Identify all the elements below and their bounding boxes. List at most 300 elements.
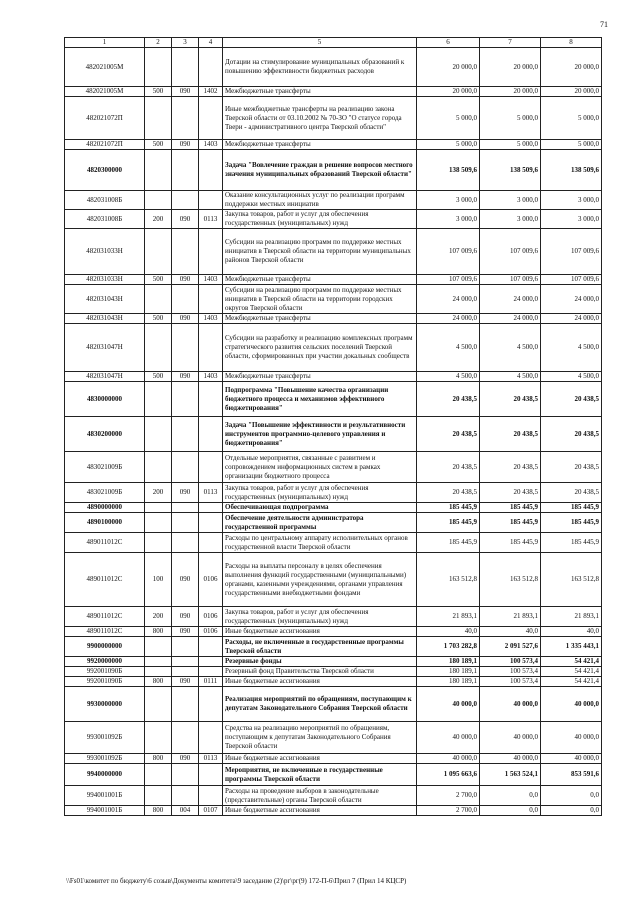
cell-amount-year3: 21 893,1 xyxy=(541,607,602,627)
cell-section: 0106 xyxy=(199,627,223,637)
table-row xyxy=(65,722,602,754)
cell-code: 483021009Б xyxy=(65,483,145,503)
cell-code: 482021005М xyxy=(65,48,145,87)
cell-admin xyxy=(172,764,199,786)
cell-description: Межбюджетные трансферты xyxy=(223,140,417,150)
cell-amount-year1: 180 189,1 xyxy=(417,657,480,667)
cell-amount-year1: 20 438,5 xyxy=(417,483,480,503)
cell-amount-year2: 21 893,1 xyxy=(480,607,541,627)
cell-amount-year2: 4 500,0 xyxy=(480,324,541,372)
table-row xyxy=(65,97,602,140)
cell-amount-year3: 4 500,0 xyxy=(541,324,602,372)
cell-kvr: 500 xyxy=(145,87,172,97)
cell-section xyxy=(199,150,223,191)
cell-code: 993001092Б xyxy=(65,722,145,754)
cell-admin xyxy=(172,48,199,87)
cell-amount-year3: 20 438,5 xyxy=(541,452,602,483)
cell-kvr: 100 xyxy=(145,553,172,607)
cell-description: Оказание консультационных услуг по реализации программ поддержки местных инициатив xyxy=(223,191,417,210)
cell-kvr xyxy=(145,324,172,372)
cell-amount-year1: 185 445,9 xyxy=(417,513,480,533)
cell-amount-year2: 40,0 xyxy=(480,627,541,637)
cell-admin xyxy=(172,285,199,314)
cell-admin: 090 xyxy=(172,314,199,324)
column-header: 6 xyxy=(417,38,480,48)
cell-amount-year2: 185 445,9 xyxy=(480,503,541,513)
cell-amount-year3: 4 500,0 xyxy=(541,372,602,382)
cell-amount-year2: 20 438,5 xyxy=(480,417,541,452)
cell-amount-year2: 107 009,6 xyxy=(480,275,541,285)
cell-amount-year3: 5 000,0 xyxy=(541,140,602,150)
cell-section xyxy=(199,657,223,667)
cell-description: Расходы на выплаты персоналу в целях обеспечения выполнения функций государственными (муниципальными) органами, казенными учреждениями, органами управления государственными внебюджетными фондами xyxy=(223,553,417,607)
cell-code: 9920000000 xyxy=(65,657,145,667)
cell-code: 489011012С xyxy=(65,607,145,627)
table-row xyxy=(65,667,602,677)
table-header-row xyxy=(65,38,602,48)
cell-amount-year2: 0,0 xyxy=(480,806,541,816)
cell-code: 992001090Б xyxy=(65,677,145,687)
cell-description: Средства на реализацию мероприятий по обращениям, поступающим к депутатам Законодательного Собрания Тверской области xyxy=(223,722,417,754)
cell-admin: 090 xyxy=(172,627,199,637)
cell-description: Обеспечивающая подпрограмма xyxy=(223,503,417,513)
table-row xyxy=(65,417,602,452)
cell-description: Иные бюджетные ассигнования xyxy=(223,754,417,764)
cell-amount-year3: 54 421,4 xyxy=(541,667,602,677)
cell-kvr xyxy=(145,637,172,657)
cell-amount-year1: 4 500,0 xyxy=(417,324,480,372)
cell-amount-year1: 185 445,9 xyxy=(417,503,480,513)
table-row xyxy=(65,382,602,417)
cell-description: Расходы по центральному аппарату исполнительных органов государственной власти Тверской области xyxy=(223,533,417,553)
table-row xyxy=(65,513,602,533)
cell-description: Мероприятия, не включенные в государственные программы Тверской области xyxy=(223,764,417,786)
cell-kvr xyxy=(145,764,172,786)
cell-code: 482021005М xyxy=(65,87,145,97)
cell-amount-year1: 5 000,0 xyxy=(417,140,480,150)
column-header: 1 xyxy=(65,38,145,48)
cell-description: Обеспечение деятельности администратора государственной программы xyxy=(223,513,417,533)
cell-kvr xyxy=(145,285,172,314)
cell-amount-year1: 185 445,9 xyxy=(417,533,480,553)
cell-section xyxy=(199,722,223,754)
cell-amount-year3: 54 421,4 xyxy=(541,657,602,667)
cell-description: Закупка товаров, работ и услуг для обеспечения государственных (муниципальных) нужд xyxy=(223,607,417,627)
cell-kvr: 800 xyxy=(145,677,172,687)
table-row xyxy=(65,210,602,229)
cell-amount-year3: 20 438,5 xyxy=(541,483,602,503)
cell-code: 993001092Б xyxy=(65,754,145,764)
cell-amount-year1: 24 000,0 xyxy=(417,285,480,314)
cell-section xyxy=(199,324,223,372)
cell-section xyxy=(199,452,223,483)
cell-amount-year1: 3 000,0 xyxy=(417,210,480,229)
cell-description: Межбюджетные трансферты xyxy=(223,372,417,382)
cell-section xyxy=(199,786,223,806)
cell-description: Отдельные мероприятия, связанные с развитием и сопровождением информационных систем в рамках организации бюджетного процесса xyxy=(223,452,417,483)
cell-amount-year1: 107 009,6 xyxy=(417,229,480,275)
cell-code: 994001001Б xyxy=(65,786,145,806)
cell-code: 992001090Б xyxy=(65,667,145,677)
cell-admin xyxy=(172,229,199,275)
table-row xyxy=(65,553,602,607)
cell-amount-year2: 40 000,0 xyxy=(480,754,541,764)
cell-amount-year3: 0,0 xyxy=(541,806,602,816)
cell-kvr xyxy=(145,97,172,140)
cell-admin: 090 xyxy=(172,553,199,607)
cell-kvr xyxy=(145,786,172,806)
cell-description: Подпрограмма "Повышение качества организации бюджетного процесса и механизмов эффективного бюджетирования" xyxy=(223,382,417,417)
cell-admin xyxy=(172,533,199,553)
cell-admin xyxy=(172,150,199,191)
cell-amount-year3: 40,0 xyxy=(541,627,602,637)
cell-amount-year3: 54 421,4 xyxy=(541,677,602,687)
cell-section: 0106 xyxy=(199,553,223,607)
cell-code: 9930000000 xyxy=(65,687,145,722)
cell-kvr xyxy=(145,667,172,677)
cell-description: Иные бюджетные ассигнования xyxy=(223,627,417,637)
cell-admin: 004 xyxy=(172,806,199,816)
cell-code: 489011012С xyxy=(65,627,145,637)
cell-amount-year2: 24 000,0 xyxy=(480,285,541,314)
cell-amount-year2: 185 445,9 xyxy=(480,533,541,553)
cell-amount-year3: 20 000,0 xyxy=(541,48,602,87)
cell-section xyxy=(199,687,223,722)
cell-section xyxy=(199,667,223,677)
cell-code: 994001001Б xyxy=(65,806,145,816)
cell-amount-year1: 138 509,6 xyxy=(417,150,480,191)
cell-code: 9940000000 xyxy=(65,764,145,786)
cell-section: 0113 xyxy=(199,483,223,503)
cell-amount-year2: 3 000,0 xyxy=(480,210,541,229)
cell-kvr xyxy=(145,417,172,452)
cell-admin xyxy=(172,324,199,372)
cell-code: 489011012С xyxy=(65,533,145,553)
cell-amount-year1: 40 000,0 xyxy=(417,722,480,754)
cell-amount-year2: 24 000,0 xyxy=(480,314,541,324)
table-row xyxy=(65,191,602,210)
table-row xyxy=(65,637,602,657)
cell-amount-year3: 185 445,9 xyxy=(541,503,602,513)
cell-section xyxy=(199,97,223,140)
cell-amount-year2: 2 091 527,6 xyxy=(480,637,541,657)
cell-amount-year2: 3 000,0 xyxy=(480,191,541,210)
table-row xyxy=(65,229,602,275)
cell-amount-year1: 180 189,1 xyxy=(417,667,480,677)
cell-amount-year3: 107 009,6 xyxy=(541,275,602,285)
cell-kvr: 200 xyxy=(145,483,172,503)
cell-code: 482031008Б xyxy=(65,191,145,210)
cell-amount-year3: 853 591,6 xyxy=(541,764,602,786)
cell-amount-year3: 1 335 443,1 xyxy=(541,637,602,657)
cell-admin: 090 xyxy=(172,210,199,229)
cell-amount-year3: 3 000,0 xyxy=(541,191,602,210)
cell-description: Субсидии на реализацию программ по поддержке местных инициатив в Тверской области на территории городских округов Тверской области xyxy=(223,285,417,314)
table-row xyxy=(65,786,602,806)
cell-admin xyxy=(172,97,199,140)
cell-code: 4830000000 xyxy=(65,382,145,417)
table-row xyxy=(65,483,602,503)
cell-amount-year1: 40 000,0 xyxy=(417,687,480,722)
cell-kvr: 500 xyxy=(145,275,172,285)
cell-amount-year2: 4 500,0 xyxy=(480,372,541,382)
cell-section xyxy=(199,382,223,417)
cell-section: 1403 xyxy=(199,314,223,324)
cell-amount-year2: 100 573,4 xyxy=(480,677,541,687)
cell-kvr xyxy=(145,657,172,667)
cell-description: Расходы на проведение выборов в законодательные (представительные) органы Тверской области xyxy=(223,786,417,806)
cell-amount-year2: 163 512,8 xyxy=(480,553,541,607)
cell-amount-year2: 0,0 xyxy=(480,786,541,806)
cell-section xyxy=(199,764,223,786)
cell-description: Закупка товаров, работ и услуг для обеспечения государственных (муниципальных) нужд xyxy=(223,210,417,229)
cell-section xyxy=(199,513,223,533)
cell-description: Иные межбюджетные трансферты на реализацию закона Тверской области от 03.10.2002 № 70-ЗО "О статусе города Твери - административного центра Тверской области" xyxy=(223,97,417,140)
cell-admin xyxy=(172,417,199,452)
cell-admin: 090 xyxy=(172,677,199,687)
table-row xyxy=(65,372,602,382)
cell-amount-year1: 40 000,0 xyxy=(417,754,480,764)
cell-kvr xyxy=(145,687,172,722)
cell-code: 9900000000 xyxy=(65,637,145,657)
table-row xyxy=(65,627,602,637)
cell-amount-year3: 20 000,0 xyxy=(541,87,602,97)
table-row xyxy=(65,452,602,483)
cell-code: 482031047Н xyxy=(65,324,145,372)
cell-description: Резервный фонд Правительства Тверской области xyxy=(223,667,417,677)
table-row xyxy=(65,687,602,722)
cell-description: Задача "Повышение эффективности и результативности инструментов программно-целевого управления и бюджетирования" xyxy=(223,417,417,452)
cell-amount-year1: 20 000,0 xyxy=(417,87,480,97)
table-row xyxy=(65,285,602,314)
cell-description: Межбюджетные трансферты xyxy=(223,314,417,324)
cell-description: Межбюджетные трансферты xyxy=(223,87,417,97)
cell-admin: 090 xyxy=(172,87,199,97)
cell-section xyxy=(199,48,223,87)
cell-amount-year2: 20 438,5 xyxy=(480,382,541,417)
cell-admin xyxy=(172,637,199,657)
cell-section xyxy=(199,229,223,275)
cell-amount-year1: 2 700,0 xyxy=(417,806,480,816)
cell-amount-year3: 138 509,6 xyxy=(541,150,602,191)
cell-section xyxy=(199,637,223,657)
file-path-footer: \\Fs01\комитет по бюджету\6 созыв\Документы комитета\9 заседание (2)\рг\рг(9) 172-П-6\Прил 7 (Прил 14 КЦСР) xyxy=(66,877,407,885)
cell-code: 482021072П xyxy=(65,140,145,150)
cell-amount-year2: 40 000,0 xyxy=(480,722,541,754)
cell-amount-year3: 5 000,0 xyxy=(541,97,602,140)
cell-amount-year1: 4 500,0 xyxy=(417,372,480,382)
cell-section: 0111 xyxy=(199,677,223,687)
cell-admin: 090 xyxy=(172,140,199,150)
table-row xyxy=(65,657,602,667)
cell-description: Субсидии на реализацию программ по поддержке местных инициатив в Тверской области на территории муниципальных районов Тверской области xyxy=(223,229,417,275)
cell-admin xyxy=(172,722,199,754)
column-header: 4 xyxy=(199,38,223,48)
cell-amount-year3: 40 000,0 xyxy=(541,687,602,722)
cell-section: 0113 xyxy=(199,754,223,764)
cell-admin xyxy=(172,667,199,677)
cell-amount-year1: 180 189,1 xyxy=(417,677,480,687)
cell-admin: 090 xyxy=(172,372,199,382)
cell-amount-year1: 21 893,1 xyxy=(417,607,480,627)
cell-description: Закупка товаров, работ и услуг для обеспечения государственных (муниципальных) нужд xyxy=(223,483,417,503)
cell-amount-year2: 20 438,5 xyxy=(480,483,541,503)
cell-amount-year1: 20 438,5 xyxy=(417,452,480,483)
cell-code: 482031033Н xyxy=(65,229,145,275)
cell-code: 482031043Н xyxy=(65,285,145,314)
cell-kvr: 500 xyxy=(145,314,172,324)
cell-description: Дотации на стимулирование муниципальных образований к повышению эффективности бюджетных расходов xyxy=(223,48,417,87)
cell-section: 1402 xyxy=(199,87,223,97)
cell-amount-year1: 20 438,5 xyxy=(417,382,480,417)
cell-kvr: 200 xyxy=(145,607,172,627)
cell-description: Резервные фонды xyxy=(223,657,417,667)
cell-description: Субсидии на разработку и реализацию комплексных программ стратегического развития сельских поселений Тверской области, сформированных при участии докальных сообществ xyxy=(223,324,417,372)
cell-amount-year1: 1 095 663,6 xyxy=(417,764,480,786)
cell-code: 489011012С xyxy=(65,553,145,607)
column-header: 8 xyxy=(541,38,602,48)
cell-admin: 090 xyxy=(172,275,199,285)
cell-amount-year2: 20 000,0 xyxy=(480,87,541,97)
cell-kvr xyxy=(145,533,172,553)
cell-amount-year2: 185 445,9 xyxy=(480,513,541,533)
cell-amount-year1: 24 000,0 xyxy=(417,314,480,324)
table-row xyxy=(65,87,602,97)
cell-amount-year2: 107 009,6 xyxy=(480,229,541,275)
cell-kvr xyxy=(145,150,172,191)
cell-amount-year3: 3 000,0 xyxy=(541,210,602,229)
cell-amount-year2: 1 563 524,1 xyxy=(480,764,541,786)
cell-amount-year3: 185 445,9 xyxy=(541,533,602,553)
cell-kvr: 200 xyxy=(145,210,172,229)
cell-admin xyxy=(172,452,199,483)
cell-section xyxy=(199,285,223,314)
cell-admin xyxy=(172,657,199,667)
cell-admin xyxy=(172,503,199,513)
cell-admin xyxy=(172,687,199,722)
cell-section: 0113 xyxy=(199,210,223,229)
column-header: 2 xyxy=(145,38,172,48)
cell-description: Реализация мероприятий по обращениям, поступающим к депутатам Законодательного Собрания Тверской области xyxy=(223,687,417,722)
cell-kvr: 800 xyxy=(145,806,172,816)
cell-section: 1403 xyxy=(199,140,223,150)
table-row xyxy=(65,764,602,786)
cell-kvr xyxy=(145,382,172,417)
cell-admin: 090 xyxy=(172,483,199,503)
cell-amount-year2: 100 573,4 xyxy=(480,667,541,677)
table-row xyxy=(65,754,602,764)
table-row xyxy=(65,533,602,553)
page-number: 71 xyxy=(600,20,608,29)
table-row xyxy=(65,324,602,372)
cell-code: 4890100000 xyxy=(65,513,145,533)
column-header: 5 xyxy=(223,38,417,48)
cell-amount-year1: 5 000,0 xyxy=(417,97,480,140)
cell-admin xyxy=(172,786,199,806)
cell-amount-year3: 107 009,6 xyxy=(541,229,602,275)
cell-code: 482021072П xyxy=(65,97,145,140)
table-row xyxy=(65,314,602,324)
table-row xyxy=(65,607,602,627)
cell-amount-year2: 138 509,6 xyxy=(480,150,541,191)
budget-table xyxy=(64,37,602,816)
table-row xyxy=(65,503,602,513)
cell-kvr: 500 xyxy=(145,372,172,382)
cell-kvr xyxy=(145,513,172,533)
cell-kvr xyxy=(145,503,172,513)
cell-admin: 090 xyxy=(172,754,199,764)
table-row xyxy=(65,140,602,150)
cell-amount-year3: 40 000,0 xyxy=(541,754,602,764)
cell-amount-year2: 20 000,0 xyxy=(480,48,541,87)
cell-code: 4820300000 xyxy=(65,150,145,191)
table-row xyxy=(65,275,602,285)
cell-amount-year1: 107 009,6 xyxy=(417,275,480,285)
cell-section: 1403 xyxy=(199,372,223,382)
cell-section xyxy=(199,417,223,452)
cell-kvr: 500 xyxy=(145,140,172,150)
cell-amount-year1: 3 000,0 xyxy=(417,191,480,210)
cell-admin xyxy=(172,513,199,533)
cell-code: 4830200000 xyxy=(65,417,145,452)
cell-kvr xyxy=(145,48,172,87)
cell-code: 483021009Б xyxy=(65,452,145,483)
cell-amount-year1: 40,0 xyxy=(417,627,480,637)
cell-amount-year1: 20 438,5 xyxy=(417,417,480,452)
cell-admin xyxy=(172,191,199,210)
cell-amount-year1: 1 703 282,8 xyxy=(417,637,480,657)
cell-amount-year1: 2 700,0 xyxy=(417,786,480,806)
cell-kvr: 800 xyxy=(145,627,172,637)
cell-kvr xyxy=(145,452,172,483)
cell-code: 4890000000 xyxy=(65,503,145,513)
cell-code: 482031043Н xyxy=(65,314,145,324)
cell-amount-year3: 24 000,0 xyxy=(541,314,602,324)
table-row xyxy=(65,806,602,816)
cell-amount-year3: 185 445,9 xyxy=(541,513,602,533)
column-header: 7 xyxy=(480,38,541,48)
cell-amount-year3: 20 438,5 xyxy=(541,382,602,417)
cell-description: Задача "Вовлечение граждан в решение вопросов местного значения муниципальных образований Тверской области" xyxy=(223,150,417,191)
cell-section xyxy=(199,503,223,513)
cell-amount-year3: 0,0 xyxy=(541,786,602,806)
cell-section: 0107 xyxy=(199,806,223,816)
table-row xyxy=(65,48,602,87)
cell-description: Иные бюджетные ассигнования xyxy=(223,677,417,687)
table-row xyxy=(65,150,602,191)
cell-code: 482031033Н xyxy=(65,275,145,285)
cell-amount-year3: 20 438,5 xyxy=(541,417,602,452)
cell-description: Расходы, не включенные в государственные программы Тверской области xyxy=(223,637,417,657)
cell-amount-year3: 40 000,0 xyxy=(541,722,602,754)
cell-admin: 090 xyxy=(172,607,199,627)
cell-code: 482031047Н xyxy=(65,372,145,382)
cell-kvr xyxy=(145,191,172,210)
cell-description: Иные бюджетные ассигнования xyxy=(223,806,417,816)
cell-amount-year2: 40 000,0 xyxy=(480,687,541,722)
cell-section xyxy=(199,191,223,210)
cell-section: 1403 xyxy=(199,275,223,285)
cell-code: 482031008Б xyxy=(65,210,145,229)
cell-section: 0106 xyxy=(199,607,223,627)
cell-kvr: 800 xyxy=(145,754,172,764)
cell-description: Межбюджетные трансферты xyxy=(223,275,417,285)
cell-amount-year3: 24 000,0 xyxy=(541,285,602,314)
cell-kvr xyxy=(145,229,172,275)
cell-kvr xyxy=(145,722,172,754)
cell-amount-year2: 5 000,0 xyxy=(480,140,541,150)
cell-amount-year1: 163 512,8 xyxy=(417,553,480,607)
